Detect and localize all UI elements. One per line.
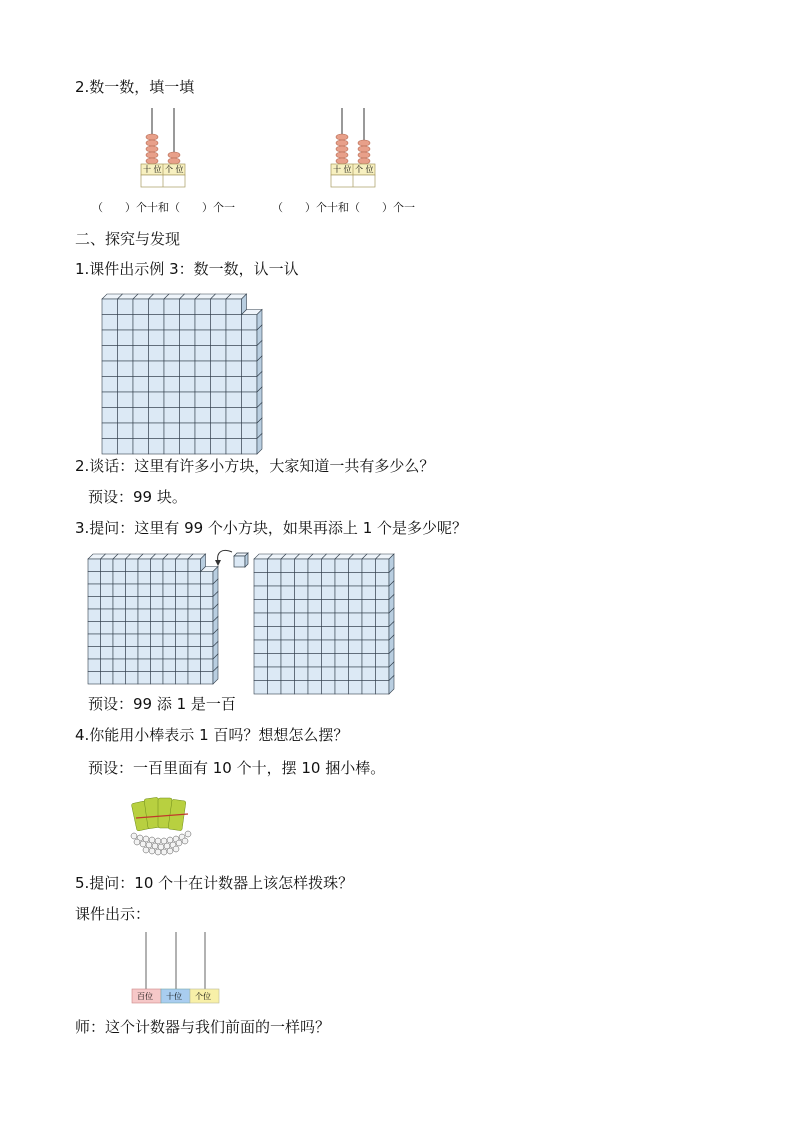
cube-grid-99 — [100, 289, 275, 441]
q2-heading: 2.数一数，填一填 — [75, 78, 195, 96]
abacus-right-tens-label: 十 位 — [333, 165, 352, 174]
fill-blank-right: （ ）个十和（ ）个一 — [272, 201, 415, 214]
abacus-left-tens-label: 十 位 — [143, 165, 162, 174]
stick-bundles — [126, 796, 198, 854]
item-4: 4.你能用小棒表示 1 百吗？想想怎么摆？ — [75, 726, 349, 744]
item-1: 1.课件出示例 3：数一数，认一认 — [75, 260, 299, 278]
item-3-preset: 预设：99 添 1 是一百 — [88, 695, 236, 713]
single-cube-arrow — [212, 546, 252, 576]
courseware-show: 课件出示： — [75, 905, 151, 923]
counter-ones-label: 个位 — [195, 992, 211, 1001]
cube-grid-99-small — [86, 549, 231, 681]
item-2: 2.谈话：这里有许多小方块，大家知道一共有多少么？ — [75, 457, 435, 475]
item-5: 5.提问：10 个十在计数器上该怎样拨珠？ — [75, 874, 354, 892]
item-2-preset: 预设：99 块。 — [88, 488, 187, 506]
counter-hundreds-label: 百位 — [137, 992, 153, 1001]
counter-3-rods — [130, 930, 222, 1004]
counter-tens-label: 十位 — [166, 992, 182, 1001]
fill-blank-left: （ ）个十和（ ）个一 — [92, 201, 235, 214]
item-4-preset: 预设：一百里面有 10 个十，摆 10 捆小棒。 — [88, 759, 386, 777]
abacus-left-ones-label: 个 位 — [165, 165, 184, 174]
abacus-right — [328, 106, 388, 186]
section-title: 二、探究与发现 — [75, 230, 181, 248]
abacus-right-ones-label: 个 位 — [355, 165, 374, 174]
item-3: 3.提问：这里有 99 个小方块，如果再添上 1 个是多少呢？ — [75, 519, 468, 537]
cube-grid-100 — [252, 549, 400, 681]
teacher-line: 师：这个计数器与我们前面的一样吗？ — [75, 1018, 331, 1036]
abacus-left — [138, 106, 198, 186]
